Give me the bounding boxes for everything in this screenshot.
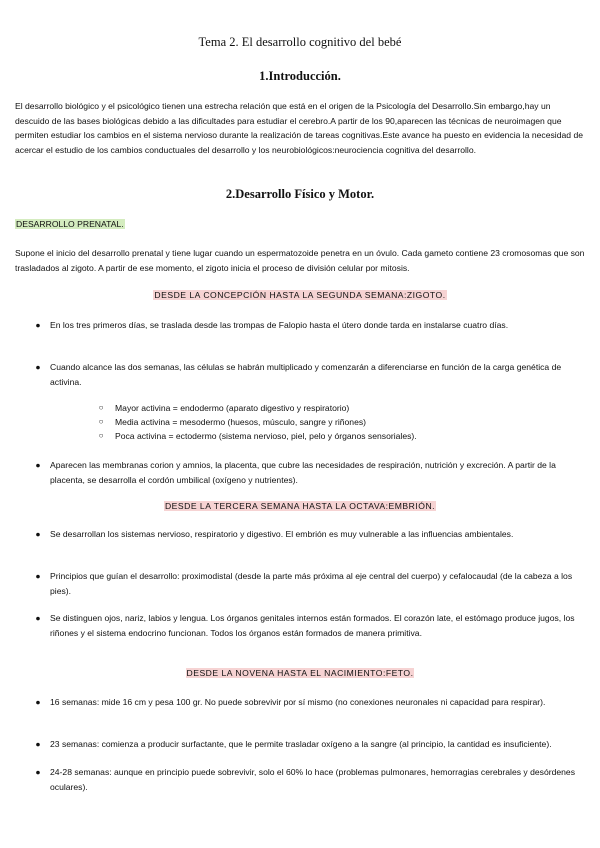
zigoto-heading-row [0, 288, 600, 303]
embrion-heading-row [0, 499, 600, 514]
list-item-text: Se desarrollan los sistemas nervioso, respiratorio y digestivo. El embrión es muy vulnerable a las influencias ambientales. [50, 529, 514, 539]
list-item [33, 318, 587, 333]
list-item [96, 415, 576, 430]
list-item-text: Poca activina = ectodermo (sistema nervioso, piel, pelo y órganos sensoriales). [115, 431, 417, 441]
list-item-text: Se distinguen ojos, nariz, labios y lengua. Los órganos genitales internos están formados. El corazón late, el estómago produce jugos, los riñones y el sistema endocrino funcionan. Todos los órganos están formados de manera primitiva. [50, 613, 575, 638]
list-item-text: Principios que guían el desarrollo: proximodistal (desde la parte más próxima al eje central del cuerpo) y cefalocaudal (de la cabeza a los pies). [50, 571, 573, 596]
feto-heading-row [0, 666, 600, 681]
feto-heading: DESDE LA NOVENA HASTA EL NACIMIENTO:FETO. [186, 668, 414, 678]
list-item [96, 401, 576, 416]
circle-bullet-icon: ○ [98, 417, 104, 426]
intro-paragraph: El desarrollo biológico y el psicológico tienen una estrecha relación que está en el origen de la Psicología del Desarrollo.Sin embargo,hay un descuido de las bases biológicas debido a las dificultades para estudiar el cerebro.A partir de los 90,aparecen las técnicas de neuroimagen que permiten estudiar los cambios en el sistema nervioso durante la realización de tareas cognitivas.Este avance ha puesto en evidencia la necesidad de acercar el estudio de los cambios conductuales del desarrollo y los neurobiológicos:neurociencia cognitiva del desarrollo. [15, 101, 583, 155]
document-title: Tema 2. El desarrollo cognitivo del bebé [198, 35, 402, 49]
list-item-text: Media activina = mesodermo (huesos, músculo, sangre y riñones) [115, 417, 367, 427]
list-item [33, 360, 587, 389]
bullet-icon: ● [35, 613, 41, 623]
prenatal-label: DESARROLLO PRENATAL. [16, 219, 124, 229]
list-item-text: 23 semanas: comienza a producir surfactante, que le permite trasladar oxígeno a la sangre (al principio, la cantidad es insuficiente). [50, 739, 552, 749]
embrion-heading: DESDE LA TERCERA SEMANA HASTA LA OCTAVA:EMBRIÓN. [164, 501, 436, 511]
physical-heading: 2.Desarrollo Físico y Motor. [225, 187, 375, 201]
intro-heading: 1.Introducción. [259, 69, 341, 83]
list-item [33, 695, 587, 710]
list-item-text: 16 semanas: mide 16 cm y pesa 100 gr. No puede sobrevivir por sí mismo (no conexiones neuronales ni capacidad para respirar). [50, 697, 546, 707]
bullet-icon: ● [35, 362, 41, 372]
list-item [33, 569, 587, 598]
list-item [33, 527, 587, 542]
bullet-icon: ● [35, 320, 41, 330]
bullet-icon: ● [35, 529, 41, 539]
circle-bullet-icon: ○ [98, 431, 104, 440]
list-item-text: Mayor activina = endodermo (aparato digestivo y respiratorio) [115, 403, 350, 413]
bullet-icon: ● [35, 460, 41, 470]
list-item-text: En los tres primeros días, se traslada desde las trompas de Falopio hasta el útero donde tarda en instalarse cuatro días. [50, 320, 509, 330]
list-item [33, 611, 587, 640]
list-item [33, 765, 587, 794]
prenatal-label-row [15, 217, 587, 232]
list-item [33, 737, 587, 752]
bullet-icon: ● [35, 767, 41, 777]
zigoto-heading: DESDE LA CONCEPCIÓN HASTA LA SEGUNDA SEMANA:ZIGOTO. [154, 290, 446, 300]
list-item [96, 429, 576, 444]
bullet-icon: ● [35, 739, 41, 749]
circle-bullet-icon: ○ [98, 403, 104, 412]
bullet-icon: ● [35, 697, 41, 707]
list-item-text: 24-28 semanas: aunque en principio puede sobrevivir, solo el 60% lo hace (problemas pulmonares, hemorragias cerebrales y desórdenes oculares). [50, 767, 575, 792]
list-item-text: Cuando alcance las dos semanas, las células se habrán multiplicado y comenzarán a diferenciarse en función de la carga genética de activina. [50, 362, 562, 387]
bullet-icon: ● [35, 571, 41, 581]
list-item [33, 458, 587, 487]
list-item-text: Aparecen las membranas corion y amnios, la placenta, que cubre las necesidades de respiración, nutrición y excreción. A partir de la placenta, se desarrolla el cordón umbilical (oxígeno y nutrientes). [50, 460, 556, 485]
prenatal-paragraph: Supone el inicio del desarrollo prenatal y tiene lugar cuando un espermatozoide penetra en un óvulo. Cada gameto contiene 23 cromosomas que son trasladados al zigoto. A partir de ese momento, el zigoto inicia el proceso de división celular por mitosis. [15, 248, 585, 273]
